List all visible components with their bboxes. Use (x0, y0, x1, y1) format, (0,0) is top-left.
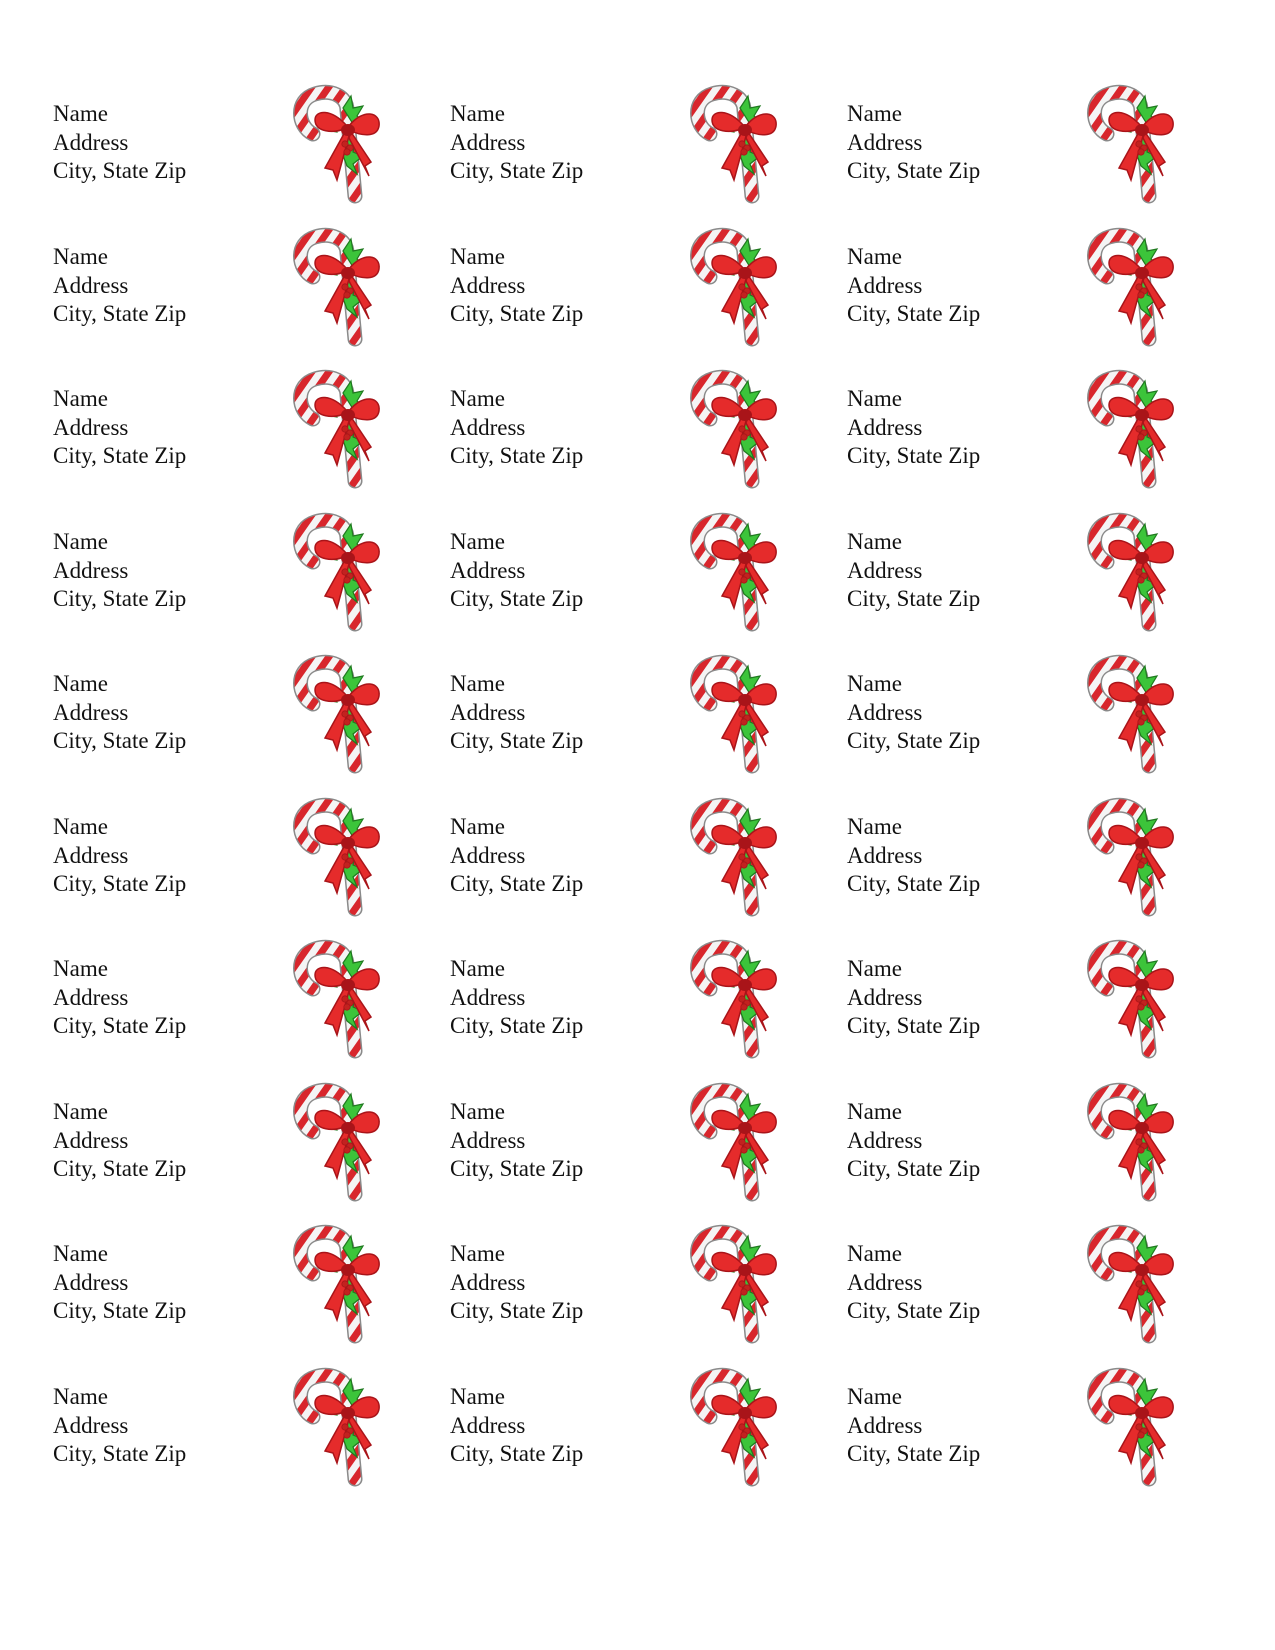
candy-cane-with-bow-icon (1085, 229, 1181, 355)
candy-cane-with-bow-icon (291, 514, 387, 640)
label-address: Address (53, 1269, 129, 1295)
address-block (847, 100, 980, 186)
label-address: Address (847, 699, 923, 725)
label-city-state-zip: City, State Zip (847, 586, 981, 611)
candy-cane-with-bow-icon (1085, 1084, 1181, 1210)
label-city-state-zip: City, State Zip (53, 1013, 187, 1038)
label-address: Address (450, 984, 526, 1010)
candy-cane-with-bow-icon (1085, 1226, 1181, 1352)
label-address: Address (450, 272, 526, 298)
candy-cane-with-bow-icon (1085, 514, 1181, 640)
address-block (450, 1383, 583, 1469)
label-name: Name (450, 101, 505, 126)
label-address: Address (847, 1269, 923, 1295)
label-city-state-zip: City, State Zip (450, 443, 584, 468)
address-block (450, 1098, 583, 1184)
label-name: Name (450, 1099, 505, 1124)
label-name: Name (847, 1384, 902, 1409)
label-address: Address (53, 842, 129, 868)
label-name: Name (53, 1384, 108, 1409)
label-city-state-zip: City, State Zip (53, 443, 187, 468)
label-name: Name (450, 671, 505, 696)
address-block (847, 1383, 980, 1469)
label-city-state-zip: City, State Zip (847, 301, 981, 326)
candy-cane-with-bow-icon (688, 656, 784, 782)
address-block (847, 670, 980, 756)
address-label (450, 1240, 860, 1390)
label-address: Address (450, 842, 526, 868)
label-name: Name (847, 1241, 902, 1266)
label-address: Address (450, 129, 526, 155)
label-city-state-zip: City, State Zip (53, 301, 187, 326)
label-city-state-zip: City, State Zip (847, 158, 981, 183)
address-block (53, 385, 186, 471)
label-name: Name (450, 386, 505, 411)
label-name: Name (847, 101, 902, 126)
address-block (53, 1098, 186, 1184)
candy-cane-with-bow-icon (291, 86, 387, 212)
label-city-state-zip: City, State Zip (53, 871, 187, 896)
address-label (53, 1240, 463, 1390)
address-label (53, 813, 463, 963)
label-city-state-zip: City, State Zip (53, 1156, 187, 1181)
address-block (53, 670, 186, 756)
address-label (53, 1098, 463, 1248)
label-city-state-zip: City, State Zip (847, 1298, 981, 1323)
label-city-state-zip: City, State Zip (450, 1013, 584, 1038)
label-city-state-zip: City, State Zip (450, 871, 584, 896)
address-block (53, 1383, 186, 1469)
address-block (53, 1240, 186, 1326)
label-name: Name (450, 1384, 505, 1409)
address-label (450, 813, 860, 963)
candy-cane-with-bow-icon (291, 371, 387, 497)
address-label (450, 955, 860, 1105)
label-city-state-zip: City, State Zip (847, 871, 981, 896)
address-block (450, 528, 583, 614)
candy-cane-with-bow-icon (291, 1226, 387, 1352)
label-address: Address (53, 1412, 129, 1438)
label-city-state-zip: City, State Zip (847, 728, 981, 753)
label-name: Name (450, 1241, 505, 1266)
label-city-state-zip: City, State Zip (53, 586, 187, 611)
address-label (450, 1383, 860, 1533)
label-address: Address (450, 1127, 526, 1153)
address-label (53, 243, 463, 393)
address-block (847, 528, 980, 614)
candy-cane-with-bow-icon (688, 941, 784, 1067)
candy-cane-with-bow-icon (688, 86, 784, 212)
address-label (847, 813, 1257, 963)
candy-cane-with-bow-icon (688, 1369, 784, 1495)
label-address: Address (53, 557, 129, 583)
candy-cane-with-bow-icon (1085, 1369, 1181, 1495)
address-label (847, 1240, 1257, 1390)
label-city-state-zip: City, State Zip (450, 301, 584, 326)
label-address: Address (847, 129, 923, 155)
address-label (847, 670, 1257, 820)
address-label (847, 528, 1257, 678)
candy-cane-with-bow-icon (688, 371, 784, 497)
label-name: Name (847, 529, 902, 554)
address-block (450, 1240, 583, 1326)
label-name: Name (847, 386, 902, 411)
label-city-state-zip: City, State Zip (53, 158, 187, 183)
label-name: Name (53, 1099, 108, 1124)
label-city-state-zip: City, State Zip (450, 1298, 584, 1323)
label-address: Address (53, 699, 129, 725)
label-address: Address (847, 557, 923, 583)
address-label (450, 385, 860, 535)
address-block (450, 100, 583, 186)
label-name: Name (450, 244, 505, 269)
address-label (847, 1098, 1257, 1248)
address-label (847, 100, 1257, 250)
label-address: Address (847, 842, 923, 868)
label-city-state-zip: City, State Zip (53, 1441, 187, 1466)
label-address: Address (847, 272, 923, 298)
address-block (53, 243, 186, 329)
label-name: Name (53, 529, 108, 554)
address-label (53, 385, 463, 535)
label-city-state-zip: City, State Zip (450, 1441, 584, 1466)
address-block (847, 243, 980, 329)
address-block (847, 385, 980, 471)
label-address: Address (53, 984, 129, 1010)
label-address: Address (847, 1127, 923, 1153)
label-city-state-zip: City, State Zip (450, 158, 584, 183)
address-label (53, 1383, 463, 1533)
candy-cane-with-bow-icon (688, 229, 784, 355)
address-block (53, 813, 186, 899)
address-block (53, 955, 186, 1041)
label-name: Name (450, 956, 505, 981)
candy-cane-with-bow-icon (1085, 371, 1181, 497)
candy-cane-with-bow-icon (1085, 799, 1181, 925)
label-city-state-zip: City, State Zip (847, 1441, 981, 1466)
address-label (53, 528, 463, 678)
label-name: Name (450, 529, 505, 554)
label-address: Address (450, 1412, 526, 1438)
address-label (847, 955, 1257, 1105)
label-name: Name (53, 671, 108, 696)
candy-cane-with-bow-icon (688, 1226, 784, 1352)
label-name: Name (53, 244, 108, 269)
label-address: Address (53, 1127, 129, 1153)
label-city-state-zip: City, State Zip (53, 728, 187, 753)
candy-cane-with-bow-icon (688, 1084, 784, 1210)
address-label (847, 385, 1257, 535)
address-label (847, 243, 1257, 393)
candy-cane-with-bow-icon (1085, 656, 1181, 782)
label-name: Name (53, 386, 108, 411)
address-label (450, 670, 860, 820)
address-label (847, 1383, 1257, 1533)
label-address: Address (53, 414, 129, 440)
candy-cane-with-bow-icon (688, 514, 784, 640)
candy-cane-with-bow-icon (291, 799, 387, 925)
label-address: Address (53, 272, 129, 298)
label-name: Name (847, 956, 902, 981)
label-address: Address (450, 1269, 526, 1295)
label-address: Address (847, 414, 923, 440)
candy-cane-with-bow-icon (291, 941, 387, 1067)
address-block (847, 1240, 980, 1326)
label-name: Name (53, 814, 108, 839)
label-name: Name (53, 101, 108, 126)
address-label (450, 528, 860, 678)
label-name: Name (53, 1241, 108, 1266)
label-address: Address (847, 1412, 923, 1438)
candy-cane-with-bow-icon (291, 229, 387, 355)
label-city-state-zip: City, State Zip (847, 1156, 981, 1181)
label-city-state-zip: City, State Zip (450, 728, 584, 753)
label-address: Address (847, 984, 923, 1010)
address-label (53, 100, 463, 250)
candy-cane-with-bow-icon (291, 656, 387, 782)
candy-cane-with-bow-icon (291, 1369, 387, 1495)
label-name: Name (847, 244, 902, 269)
label-address: Address (450, 414, 526, 440)
label-name: Name (847, 814, 902, 839)
label-address: Address (450, 557, 526, 583)
label-name: Name (450, 814, 505, 839)
address-block (450, 813, 583, 899)
address-block (450, 955, 583, 1041)
label-city-state-zip: City, State Zip (53, 1298, 187, 1323)
label-city-state-zip: City, State Zip (450, 1156, 584, 1181)
address-block (450, 670, 583, 756)
address-label (450, 243, 860, 393)
address-block (53, 528, 186, 614)
label-address: Address (53, 129, 129, 155)
label-name: Name (847, 1099, 902, 1124)
address-label (450, 100, 860, 250)
address-block (450, 243, 583, 329)
label-name: Name (847, 671, 902, 696)
candy-cane-with-bow-icon (1085, 86, 1181, 212)
address-label (53, 955, 463, 1105)
candy-cane-with-bow-icon (1085, 941, 1181, 1067)
address-block (53, 100, 186, 186)
label-city-state-zip: City, State Zip (847, 443, 981, 468)
label-address: Address (450, 699, 526, 725)
address-block (847, 813, 980, 899)
label-city-state-zip: City, State Zip (450, 586, 584, 611)
address-block (847, 1098, 980, 1184)
label-name: Name (53, 956, 108, 981)
address-label (450, 1098, 860, 1248)
candy-cane-with-bow-icon (291, 1084, 387, 1210)
address-block (450, 385, 583, 471)
label-city-state-zip: City, State Zip (847, 1013, 981, 1038)
address-label (53, 670, 463, 820)
address-block (847, 955, 980, 1041)
candy-cane-with-bow-icon (688, 799, 784, 925)
